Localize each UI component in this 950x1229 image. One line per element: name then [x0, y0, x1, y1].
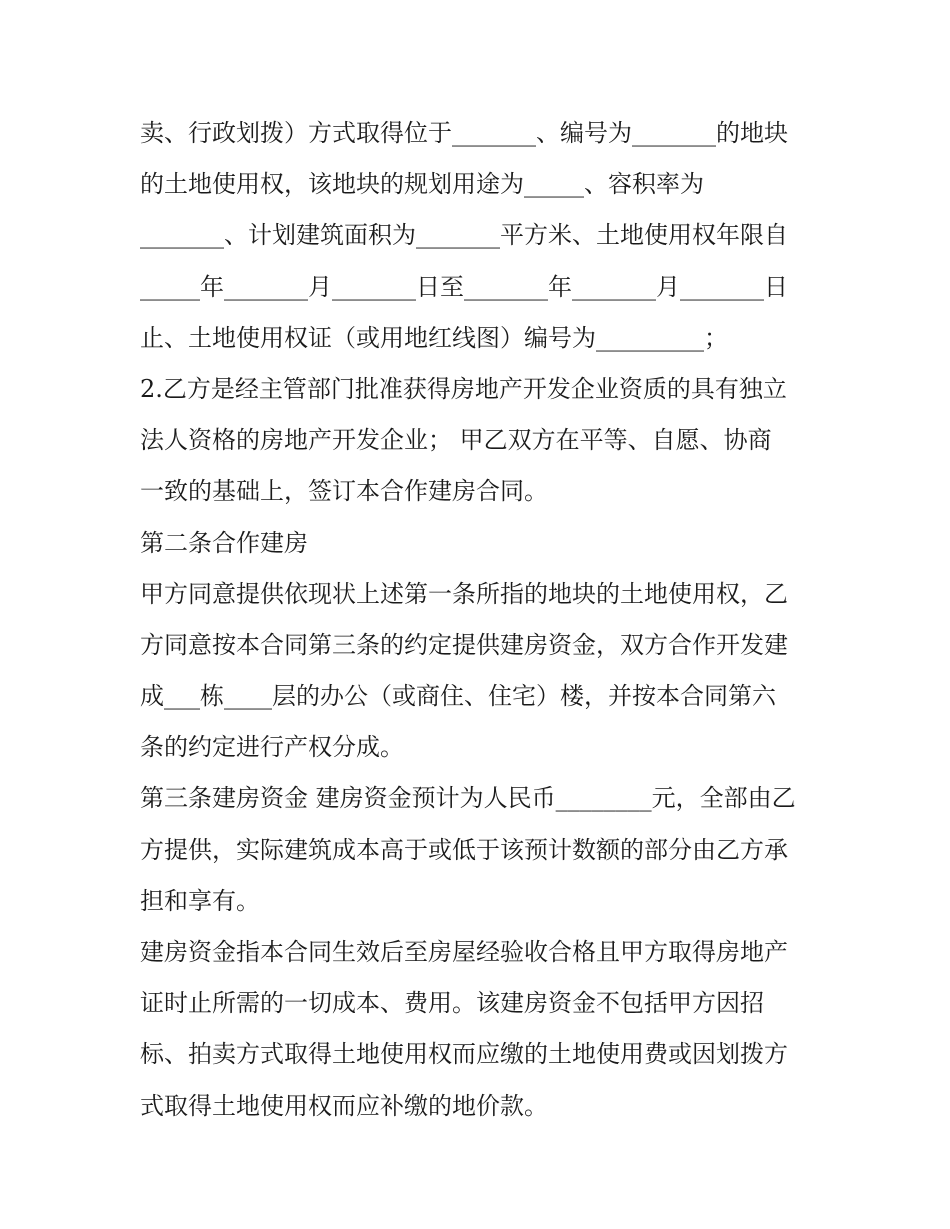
text-line: 卖、行政划拨）方式取得位于_______、编号为_______的地块: [140, 119, 788, 147]
text-line: 第三条建房资金 建房资金预计为人民币________元，全部由乙: [140, 784, 796, 813]
text-line: 证时止所需的一切成本、费用。该建房资金不包括甲方因招: [140, 989, 764, 1018]
text-line: 担和享有。: [140, 886, 260, 915]
text-line: 一致的基础上，签订本合作建房合同。: [140, 477, 548, 506]
text-line: 止、土地使用权证（或用地红线图）编号为_________；: [140, 323, 728, 352]
document-body: [140, 108, 820, 1132]
text-line: 式取得土地使用权而应补缴的地价款。: [140, 1091, 548, 1120]
text-line: 2.乙方是经主管部门批准获得房地产开发企业资质的具有独立: [140, 374, 787, 403]
text-line: 建房资金指本合同生效后至房屋经验收合格且甲方取得房地产: [140, 938, 788, 966]
text-line: 标、拍卖方式取得土地使用权而应缴的土地使用费或因划拨方: [140, 1040, 788, 1069]
section-heading: 第二条合作建房: [140, 528, 308, 557]
text-line: 条的约定进行产权分成。: [140, 733, 404, 762]
text-line: 方提供，实际建筑成本高于或低于该预计数额的部分由乙方承: [140, 835, 788, 864]
text-line: 成___栋____层的办公（或商住、住宅）楼，并按本合同第六: [140, 682, 776, 711]
text-line: 法人资格的房地产开发企业； 甲乙双方在平等、自愿、协商: [140, 426, 772, 455]
text-line: _______、计划建筑面积为_______平方米、土地使用权年限自: [140, 221, 788, 250]
text-line: 方同意按本合同第三条的约定提供建房资金，双方合作开发建: [140, 630, 788, 659]
text-line: 甲方同意提供依现状上述第一条所指的地块的土地使用权，乙: [140, 579, 788, 608]
text-line: _____年_______月_______日至_______年_______月_______日: [140, 272, 788, 301]
text-line: 的土地使用权，该地块的规划用途为_____、容积率为: [140, 170, 704, 199]
